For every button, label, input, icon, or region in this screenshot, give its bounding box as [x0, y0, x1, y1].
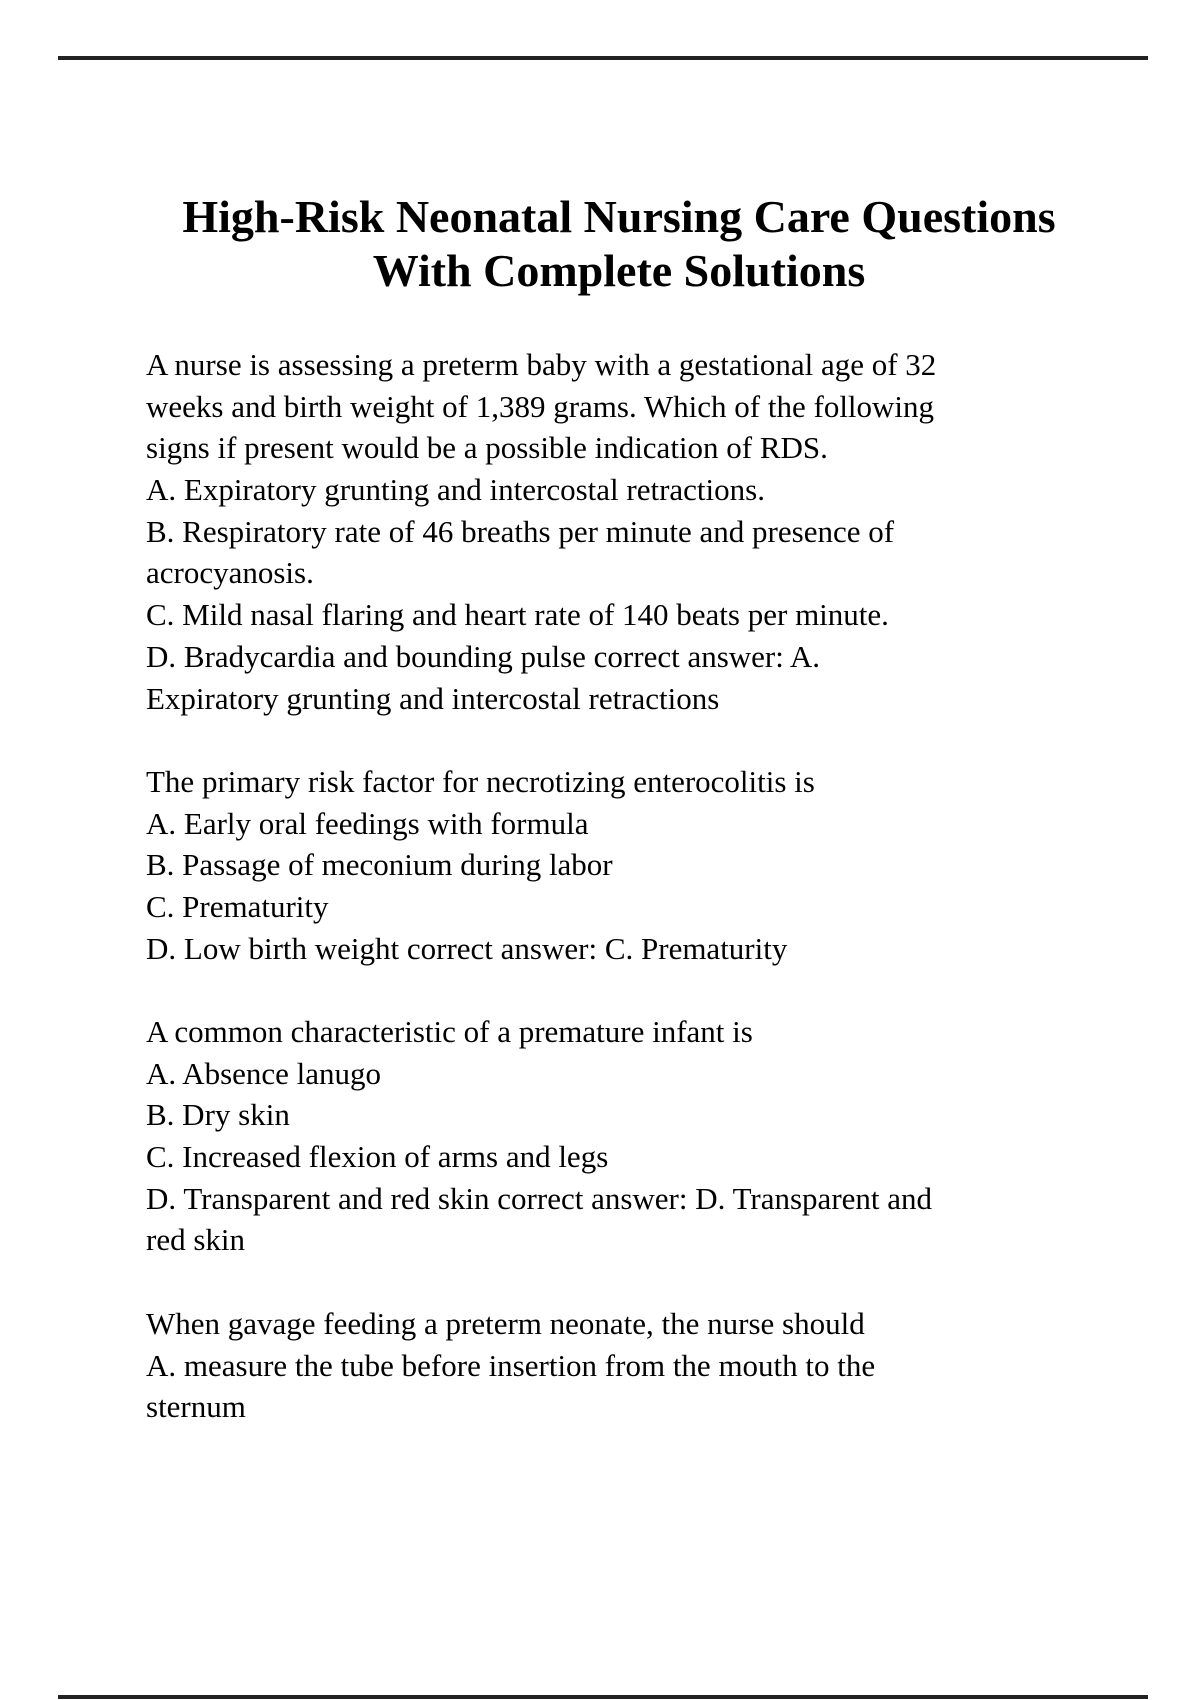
text-line: acrocyanosis.: [146, 555, 314, 591]
text-line: C. Prematurity: [146, 888, 329, 924]
title-line: High-Risk Neonatal Nursing Care Questions: [182, 191, 1056, 242]
text-line: signs if present would be a possible indication of RDS.: [146, 430, 828, 466]
bottom-rule: [58, 1695, 1148, 1699]
question-block: [146, 1011, 1146, 1261]
text-line: weeks and birth weight of 1,389 grams. Which of the following: [146, 388, 935, 424]
text-line: A. Expiratory grunting and intercostal retractions.: [146, 472, 765, 508]
text-line: B. Dry skin: [146, 1097, 290, 1133]
question-block: [146, 761, 1146, 969]
text-line: A common characteristic of a premature infant is: [146, 1014, 753, 1049]
question-block: [146, 1303, 1146, 1428]
text-line: Expiratory grunting and intercostal retractions: [146, 680, 720, 716]
page-title: [0, 190, 1200, 298]
document-body: [146, 344, 1146, 1428]
text-line: sternum: [146, 1389, 246, 1425]
title-line: With Complete Solutions: [372, 245, 866, 296]
text-line: A. measure the tube before insertion from the mouth to the: [146, 1347, 876, 1383]
question-block: [146, 344, 1146, 719]
text-line: D. Transparent and red skin correct answer: D. Transparent and: [146, 1180, 933, 1216]
text-line: C. Mild nasal flaring and heart rate of 140 beats per minute.: [146, 597, 889, 633]
text-line: The primary risk factor for necrotizing enterocolitis is: [146, 763, 815, 799]
paragraph-gap: [146, 719, 1146, 761]
text-line: A. Early oral feedings with formula: [146, 805, 589, 841]
top-rule: [58, 56, 1148, 60]
paragraph-gap: [146, 969, 1146, 1011]
text-line: When gavage feeding a preterm neonate, the nurse should: [146, 1305, 865, 1341]
text-line: C. Increased flexion of arms and legs: [146, 1139, 609, 1175]
paragraph-gap: [146, 1261, 1146, 1303]
text-line: B. Respiratory rate of 46 breaths per minute and presence of: [146, 513, 895, 549]
text-line: D. Bradycardia and bounding pulse correct answer: A.: [146, 638, 821, 674]
text-line: B. Passage of meconium during labor: [146, 847, 613, 883]
text-line: A. Absence lanugo: [146, 1055, 382, 1091]
text-line: D. Low birth weight correct answer: C. Prematurity: [146, 930, 788, 966]
text-line: red skin: [146, 1222, 246, 1258]
text-line: A nurse is assessing a preterm baby with a gestational age of 32: [146, 347, 937, 382]
